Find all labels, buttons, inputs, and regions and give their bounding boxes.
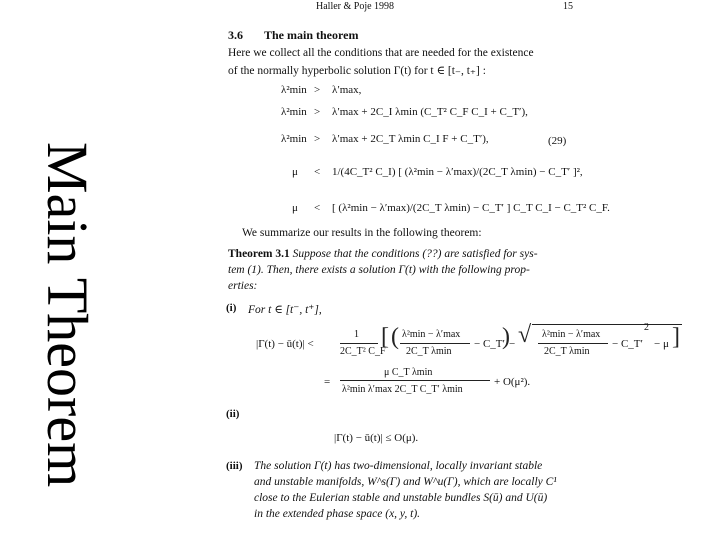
- item-i-paren-close: ): [502, 324, 510, 350]
- section-number: 3.6: [228, 28, 243, 42]
- theorem-label: Theorem 3.1: [228, 248, 290, 260]
- equation-number: (29): [548, 135, 567, 147]
- item-i-sqrt-exp: 2: [644, 322, 649, 333]
- item-i-line2-bar: [340, 380, 490, 381]
- cond-4-lhs: μ: [292, 166, 298, 178]
- sqrt-icon: √: [518, 322, 532, 348]
- item-i-sqrt-end: − μ: [654, 338, 669, 350]
- cond-1-lhs: λ²min: [281, 84, 307, 96]
- item-iii-label: (iii): [226, 460, 243, 472]
- item-i-inner-bar: [400, 343, 470, 344]
- cond-3-lhs: λ²min: [281, 133, 307, 145]
- cond-4-rhs: 1/(4C_T² C_I) [ (λ²min − λ′max)/(2C_T λmin) − C_T′ ]²,: [332, 166, 583, 178]
- theorem-line-1: [228, 248, 538, 260]
- item-i-frac-num: 1: [354, 329, 359, 340]
- item-i-sqrt-bar: [538, 343, 608, 344]
- side-title: Main Theorem: [35, 142, 100, 488]
- item-i-text: For t ∈ [t⁻, t⁺],: [248, 304, 322, 316]
- cond-1-rhs: λ′max,: [332, 84, 362, 96]
- paper-page: [226, 0, 706, 540]
- cond-4-rel: <: [314, 166, 321, 178]
- cond-5-rel: <: [314, 202, 321, 214]
- item-iii-line-3: close to the Eulerian stable and unstable bundles S(ū) and U(ū): [254, 492, 548, 504]
- item-i-label: (i): [226, 302, 237, 314]
- cond-1-rel: >: [314, 84, 321, 96]
- item-i-line2-den: λ²min λ′max 2C_T C_T′ λmin: [342, 384, 463, 395]
- cond-3-rel: >: [314, 133, 321, 145]
- running-head: Haller & Poje 1998: [316, 1, 395, 12]
- theorem-text-1: Suppose that the conditions (??) are satisfied for sys-: [292, 248, 538, 260]
- summary-line: We summarize our results in the following theorem:: [242, 227, 482, 239]
- item-i-line2-tail: + O(μ²).: [494, 376, 531, 388]
- cond-5-lhs: μ: [292, 202, 298, 214]
- item-i-bracket-close: ]: [672, 324, 680, 350]
- item-i-sqrt-den: 2C_T λmin: [544, 346, 590, 357]
- cond-5-rhs: [ (λ²min − λ′max)/(2C_T λmin) − C_T′ ] C_T C_I − C_T² C_F.: [332, 202, 610, 214]
- item-i-sqrt-tail: − C_T′: [612, 338, 643, 350]
- item-i-lhs: |Γ(t) − ū(t)| <: [256, 338, 314, 350]
- item-i-bracket-open: [: [381, 324, 389, 350]
- item-i-frac-bar: [340, 343, 378, 344]
- theorem-line-3: erties:: [228, 280, 258, 292]
- theorem-line-2: tem (1). Then, there exists a solution Γ(t) with the following prop-: [228, 264, 530, 276]
- item-i-paren-open: (: [391, 324, 399, 350]
- item-i-sqrt-num: λ²min − λ′max: [542, 329, 601, 340]
- section-title: The main theorem: [264, 28, 359, 42]
- item-ii-label: (ii): [226, 408, 240, 420]
- item-i-frac-den: 2C_T² C_F: [340, 346, 386, 357]
- item-i-inner-tail: − C_T′: [474, 338, 505, 350]
- item-iii-line-2: and unstable manifolds, W^s(Γ) and W^u(Γ), which are locally C¹: [254, 476, 557, 488]
- intro-line-1: Here we collect all the conditions that are needed for the existence: [228, 47, 534, 59]
- intro-line-2: of the normally hyperbolic solution Γ(t) for t ∈ [t₋, t₊] :: [228, 65, 486, 77]
- item-i-minus: −: [509, 338, 516, 350]
- item-ii-eq: |Γ(t) − ū(t)| ≤ O(μ).: [334, 432, 419, 444]
- cond-2-lhs: λ²min: [281, 106, 307, 118]
- item-i-line2-eq: =: [324, 376, 331, 388]
- item-iii-line-1: The solution Γ(t) has two-dimensional, locally invariant stable: [254, 460, 543, 472]
- sqrt-bar: [532, 324, 682, 325]
- item-i-inner-num: λ²min − λ′max: [402, 329, 461, 340]
- cond-2-rel: >: [314, 106, 321, 118]
- page-number: 15: [563, 1, 573, 12]
- item-i-line2-num: μ C_T λmin: [384, 367, 433, 378]
- item-iii-line-4: in the extended phase space (x, y, t).: [254, 508, 421, 520]
- cond-3-rhs: λ′max + 2C_T λmin C_I F + C_T′),: [332, 133, 489, 145]
- cond-2-rhs: λ′max + 2C_I λmin (C_T² C_F C_I + C_T′),: [332, 106, 528, 118]
- item-i-inner-den: 2C_T λmin: [406, 346, 452, 357]
